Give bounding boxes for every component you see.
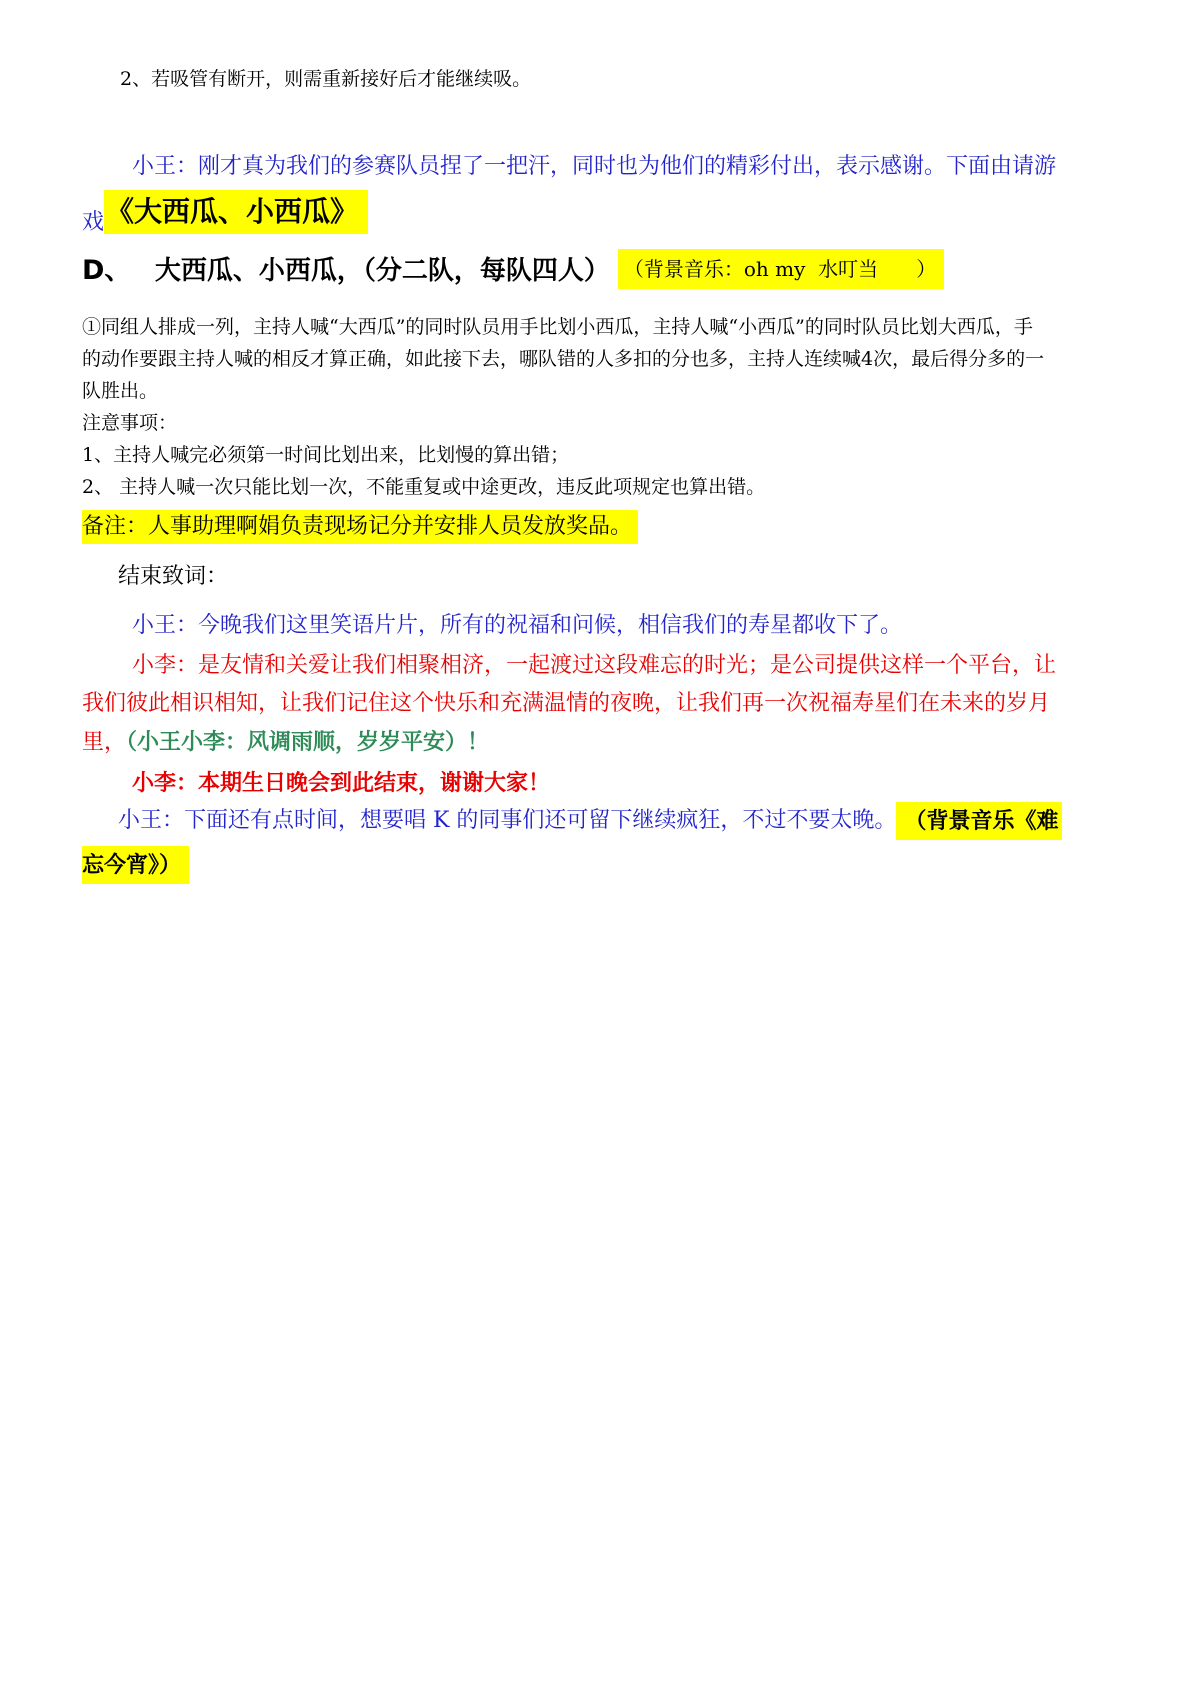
host-wang-closing: 小王：今晚我们这里笑语片片，所有的祝福和问候，相信我们的寿星都收下了。 bbox=[132, 613, 903, 638]
remark-line bbox=[82, 510, 1142, 544]
notes-item-1: 1、主持人喊完必须第一时间比划出来，比划慢的算出错； bbox=[82, 444, 570, 466]
host-wang-final bbox=[118, 802, 1178, 840]
closing-prefix: 里， bbox=[82, 730, 127, 755]
game-title-highlight: 《大西瓜、小西瓜》 bbox=[104, 190, 368, 234]
both-hosts-line: （小王小李：风调雨顺，岁岁平安）！ bbox=[126, 729, 490, 755]
host-li-closing-1: 小李：是友情和关爱让我们相聚相济，一起渡过这段难忘的时光；是公司提供这样一个平台，让 bbox=[132, 653, 1057, 678]
notes-item-2: 2、 主持人喊一次只能比划一次，不能重复或中途更改，违反此项规定也算出错。 bbox=[82, 476, 766, 498]
rules-line-2: 的动作要跟主持人喊的相反才算正确，如此接下去，哪队错的人多扣的分也多，主持人连续喊4次，最后得分多的一 bbox=[82, 348, 1045, 370]
final-bgm-highlight-1: （背景音乐《难 bbox=[896, 802, 1062, 840]
closing-heading: 结束致词： bbox=[118, 564, 229, 589]
host-wang-intro-cont bbox=[82, 190, 1142, 234]
final-bgm-highlight-2: 忘今宵》） bbox=[82, 846, 189, 884]
host-li-closing-3 bbox=[82, 731, 1142, 754]
host-li-closing-end: 小李：本期生日晚会到此结束，谢谢大家！ bbox=[132, 770, 551, 796]
notes-heading: 注意事项： bbox=[82, 412, 178, 434]
wang-final-text: 小王：下面还有点时间，想要唱 K 的同事们还可留下继续疯狂，不过不要太晚。 bbox=[118, 808, 897, 833]
notice-item: 2、若吸管有断开，则需重新接好后才能继续吸。 bbox=[120, 68, 532, 90]
section-marker: D、 bbox=[82, 255, 132, 286]
rules-line-3: 队胜出。 bbox=[82, 380, 159, 402]
intro-prefix: 戏 bbox=[82, 210, 105, 235]
rules-line-1: ①同组人排成一列，主持人喊“大西瓜”的同时队员用手比划小西瓜，主持人喊“小西瓜”的同时队员比划大西瓜，手 bbox=[82, 316, 1033, 338]
bgm-highlight: （背景音乐：oh my 水叮当 ） bbox=[618, 249, 944, 289]
section-d-heading bbox=[82, 252, 1142, 292]
host-wang-final-cont bbox=[82, 846, 1142, 884]
host-li-closing-2: 我们彼此相识相知，让我们记住这个快乐和充满温情的夜晚，让我们再一次祝福寿星们在未来的岁月 bbox=[82, 691, 1051, 716]
remark-highlight: 备注：人事助理啊娟负责现场记分并安排人员发放奖品。 bbox=[82, 510, 638, 544]
host-wang-intro: 小王：刚才真为我们的参赛队员捏了一把汗，同时也为他们的精彩付出，表示感谢。下面由请游 bbox=[132, 154, 1057, 179]
section-title: 大西瓜、小西瓜，（分二队，每队四人） bbox=[154, 256, 610, 286]
